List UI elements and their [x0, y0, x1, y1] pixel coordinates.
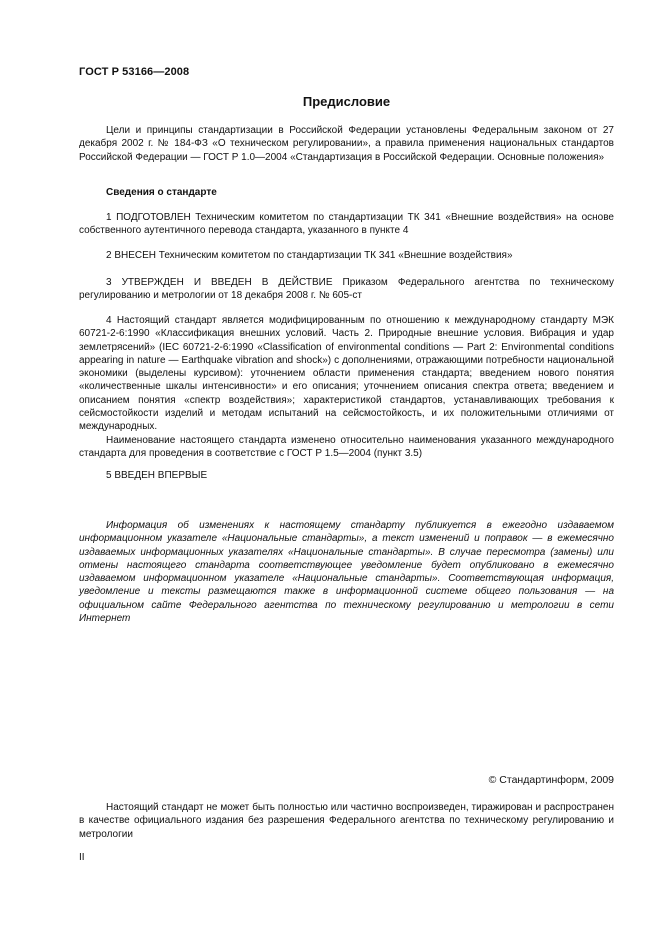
item-5-block — [79, 469, 614, 482]
intro-paragraph: Цели и принципы стандартизации в Российской Федерации установлены Федеральным законом от 27 декабря 2002 г. № 184-ФЗ «О техническом регулировании», а правила применения национальных стандартов Российской Федерации — ГОСТ Р 1.0—2004 «Стандартизация в Российской Федерации. Основные положения» — [79, 125, 614, 163]
rights-paragraph: Настоящий стандарт не может быть полностью или частично воспроизведен, тиражирован и распространен в качестве официального издания без разрешения Федерального агентства по техническому регулированию и метрологии — [79, 802, 614, 840]
page-title — [0, 94, 661, 109]
copyright-line: © Стандартинформ, 2009 — [488, 774, 614, 786]
item-4-note: Наименование настоящего стандарта изменено относительно наименования указанного международного стандарта для проведения в соответствие с ГОСТ Р 1.5—2004 (пункт 3.5) — [79, 434, 614, 459]
document-code: ГОСТ Р 53166—2008 — [79, 66, 190, 78]
info-heading-block — [79, 186, 614, 199]
info-heading: Сведения о стандарте — [106, 187, 217, 198]
rights-block — [79, 801, 614, 841]
page-title-text: Предисловие — [302, 94, 391, 109]
item-2: 2 ВНЕСЕН Техническим комитетом по стандартизации ТК 341 «Внешние воздействия» — [106, 250, 513, 261]
item-3: 3 УТВЕРЖДЕН И ВВЕДЕН В ДЕЙСТВИЕ Приказом Федерального агентства по техническому регулированию и метрологии от 18 декабря 2008 г. № 605-ст — [79, 277, 614, 302]
item-2-block — [79, 249, 614, 262]
item-5: 5 ВВЕДЕН ВПЕРВЫЕ — [106, 470, 208, 481]
item-4-block — [79, 314, 614, 460]
intro-block — [79, 124, 614, 164]
item-1: 1 ПОДГОТОВЛЕН Техническим комитетом по стандартизации ТК 341 «Внешние воздействия» на основе собственного аутентичного перевода стандарта, указанного в пункте 4 — [79, 212, 614, 237]
item-3-block — [79, 276, 614, 303]
item-4: 4 Настоящий стандарт является модифицированным по отношению к международному стандарту МЭК 60721-2-6:1990 «Классификация внешних условий. Часть 2. Природные внешние условия. Вибрация и удар землетрясений» (IEC 60721-2-6:1990 «Classification of environmental conditions — Part 2: Environmental conditions appearing in nature — Earthquake vibration and shock») с дополнениями, отражающими потребности национальной экономики (выделены курсивом): уточнением области применения стандарта; введением нового понятия «количественные шкалы интенсивности» и его описания; уточнением описания спектра ответа; введением и описанием понятия «спектр воздействия»; характеристикой стандартов, устанавливающих требования к сейсмостойкости изделий и методам испытаний на сейсмостойкость, и их положительными отличиями от международных. — [79, 315, 614, 433]
notice-paragraph: Информация об изменениях к настоящему стандарту публикуется в ежегодно издаваемом информационном указателе «Национальные стандарты», а текст изменений и поправок — в ежемесячно издаваемых информационных указателях «Национальные стандарты». В случае пересмотра (замены) или отмены настоящего стандарта соответствующее уведомление будет опубликовано в ежемесячно издаваемом информационном указателе «Национальные стандарты». Соответствующая информация, уведомление и тексты размещаются также в информационной системе общего пользования — на официальном сайте Федерального агентства по техническому регулированию и метрологии в сети Интернет — [79, 520, 614, 625]
page-number: II — [79, 852, 85, 863]
notice-block — [79, 519, 614, 625]
item-1-block — [79, 211, 614, 238]
